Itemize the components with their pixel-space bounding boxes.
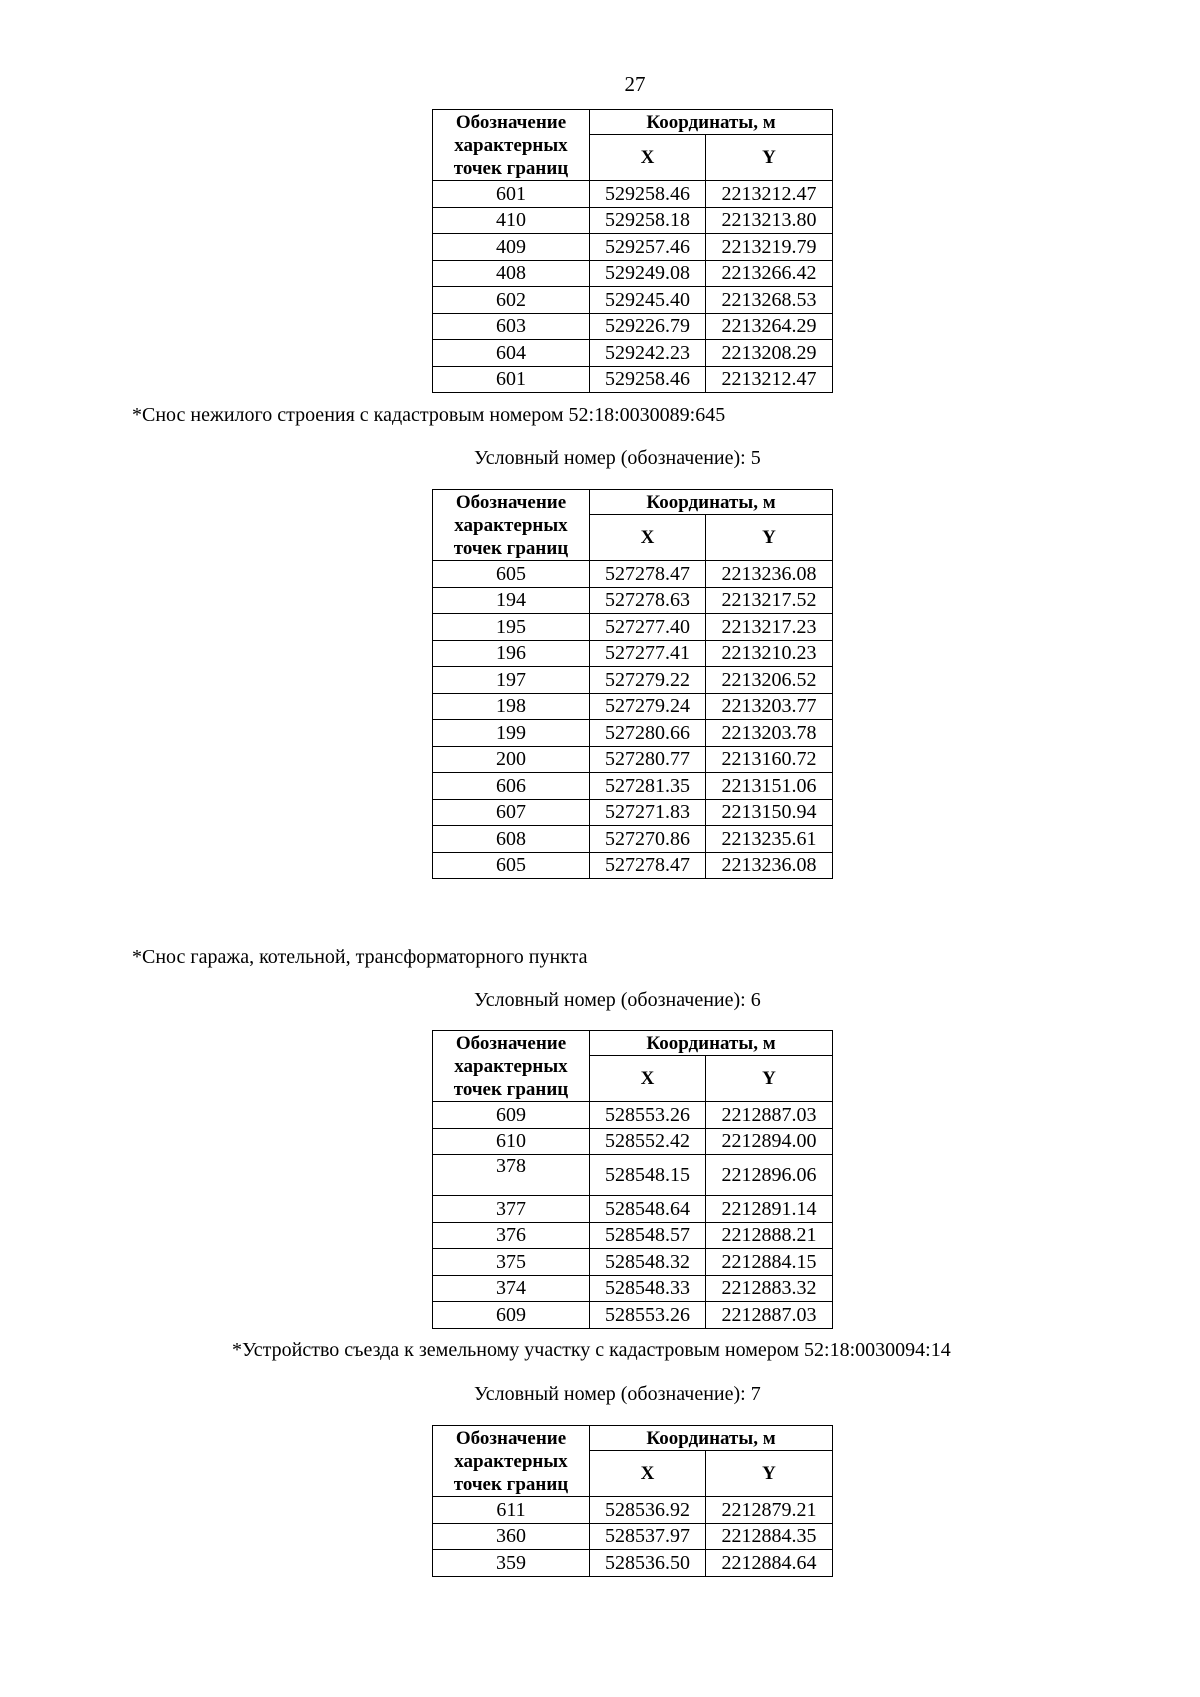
header-y: Y [706,135,833,181]
cell-y: 2213210.23 [706,640,833,667]
note-1: *Снос нежилого строения с кадастровым номером 52:18:0030089:645 [132,404,726,426]
coordinates-table-5 [432,489,833,879]
cell-x: 527278.63 [590,587,706,614]
cell-x: 527271.83 [590,799,706,826]
table-row [433,799,833,826]
cell-x: 528548.32 [590,1249,706,1276]
cell-x: 528536.50 [590,1550,706,1577]
table-row [433,614,833,641]
cell-y: 2213212.47 [706,181,833,208]
cell-point: 601 [433,366,590,393]
header-coordinates: Координаты, м [590,1031,833,1056]
cell-point: 200 [433,746,590,773]
section-label-7: Условный номер (обозначение): 7 [474,1383,761,1405]
cell-x: 527279.24 [590,693,706,720]
table-header-row [433,1031,833,1056]
cell-y: 2212879.21 [706,1497,833,1524]
table-row [433,181,833,208]
cell-x: 527279.22 [590,667,706,694]
cell-x: 527277.41 [590,640,706,667]
cell-x: 527281.35 [590,773,706,800]
cell-x: 529242.23 [590,340,706,367]
cell-point: 608 [433,826,590,853]
cell-x: 528553.26 [590,1102,706,1129]
table-header-row [433,110,833,135]
table-row [433,1102,833,1129]
cell-point: 378 [433,1155,590,1196]
cell-y: 2213268.53 [706,287,833,314]
table-row [433,587,833,614]
table-header-row [433,490,833,515]
note-3: *Устройство съезда к земельному участку с кадастровым номером 52:18:0030094:14 [232,1339,951,1361]
cell-point: 197 [433,667,590,694]
table-row [433,287,833,314]
cell-point: 601 [433,181,590,208]
table-row [433,667,833,694]
table-row [433,693,833,720]
cell-point: 194 [433,587,590,614]
table-row [433,260,833,287]
table-row [433,826,833,853]
cell-y: 2212884.35 [706,1523,833,1550]
cell-x: 527280.66 [590,720,706,747]
cell-y: 2213150.94 [706,799,833,826]
cell-x: 528548.57 [590,1222,706,1249]
cell-y: 2213217.52 [706,587,833,614]
table-row [433,340,833,367]
cell-point: 408 [433,260,590,287]
cell-x: 528548.33 [590,1275,706,1302]
cell-point: 195 [433,614,590,641]
table-row [433,1249,833,1276]
cell-y: 2212887.03 [706,1302,833,1329]
cell-point: 376 [433,1222,590,1249]
table-row [433,234,833,261]
header-x: X [590,135,706,181]
cell-x: 528553.26 [590,1302,706,1329]
cell-y: 2213213.80 [706,207,833,234]
table-row [433,746,833,773]
cell-point: 604 [433,340,590,367]
cell-y: 2213266.42 [706,260,833,287]
cell-x: 528537.97 [590,1523,706,1550]
cell-y: 2212884.15 [706,1249,833,1276]
table-row [433,1128,833,1155]
table-row [433,1275,833,1302]
cell-x: 528548.64 [590,1196,706,1223]
section-label-5: Условный номер (обозначение): 5 [474,447,761,469]
header-x: X [590,1451,706,1497]
cell-x: 528548.15 [590,1155,706,1196]
cell-point: 607 [433,799,590,826]
cell-x: 528536.92 [590,1497,706,1524]
table-row [433,640,833,667]
table-row [433,773,833,800]
cell-point: 603 [433,313,590,340]
table-row [433,1550,833,1577]
coordinates-table-6 [432,1030,833,1329]
cell-y: 2213217.23 [706,614,833,641]
cell-x: 527277.40 [590,614,706,641]
cell-x: 528552.42 [590,1128,706,1155]
cell-y: 2213212.47 [706,366,833,393]
table-header-row [433,1426,833,1451]
coordinates-table-1 [432,109,833,393]
cell-point: 602 [433,287,590,314]
cell-y: 2213160.72 [706,746,833,773]
cell-x: 529257.46 [590,234,706,261]
cell-point: 610 [433,1128,590,1155]
cell-y: 2212887.03 [706,1102,833,1129]
cell-y: 2212896.06 [706,1155,833,1196]
table-row [433,207,833,234]
header-coordinates: Координаты, м [590,490,833,515]
cell-x: 529249.08 [590,260,706,287]
header-x: X [590,515,706,561]
cell-y: 2213203.78 [706,720,833,747]
cell-point: 409 [433,234,590,261]
cell-point: 196 [433,640,590,667]
cell-point: 609 [433,1102,590,1129]
cell-y: 2213203.77 [706,693,833,720]
coordinates-table-7 [432,1425,833,1577]
table-row [433,1302,833,1329]
cell-x: 527280.77 [590,746,706,773]
cell-y: 2212894.00 [706,1128,833,1155]
header-points: Обозначение характерных точек границ [433,1426,590,1497]
header-y: Y [706,1451,833,1497]
cell-point: 374 [433,1275,590,1302]
cell-point: 606 [433,773,590,800]
cell-point: 410 [433,207,590,234]
cell-x: 529226.79 [590,313,706,340]
cell-point: 611 [433,1497,590,1524]
cell-y: 2212888.21 [706,1222,833,1249]
cell-x: 527278.47 [590,852,706,879]
cell-point: 377 [433,1196,590,1223]
cell-point: 199 [433,720,590,747]
cell-y: 2213219.79 [706,234,833,261]
table-row [433,852,833,879]
cell-y: 2212884.64 [706,1550,833,1577]
table-row [433,1523,833,1550]
cell-y: 2212891.14 [706,1196,833,1223]
section-label-6: Условный номер (обозначение): 6 [474,989,761,1011]
table-row [433,720,833,747]
cell-y: 2213236.08 [706,561,833,588]
cell-y: 2213208.29 [706,340,833,367]
header-x: X [590,1056,706,1102]
cell-x: 529258.46 [590,366,706,393]
header-points: Обозначение характерных точек границ [433,490,590,561]
cell-x: 529258.46 [590,181,706,208]
cell-point: 359 [433,1550,590,1577]
table-row [433,1497,833,1524]
table-row [433,1222,833,1249]
cell-point: 605 [433,852,590,879]
cell-y: 2213206.52 [706,667,833,694]
cell-x: 527278.47 [590,561,706,588]
table-row [433,1196,833,1223]
header-points: Обозначение характерных точек границ [433,1031,590,1102]
header-coordinates: Координаты, м [590,110,833,135]
cell-point: 605 [433,561,590,588]
cell-y: 2213236.08 [706,852,833,879]
cell-y: 2213264.29 [706,313,833,340]
cell-point: 360 [433,1523,590,1550]
header-y: Y [706,1056,833,1102]
page-number: 27 [624,72,646,96]
header-y: Y [706,515,833,561]
cell-y: 2213151.06 [706,773,833,800]
note-2: *Снос гаража, котельной, трансформаторного пункта [132,946,588,968]
cell-x: 529258.18 [590,207,706,234]
cell-point: 375 [433,1249,590,1276]
cell-x: 527270.86 [590,826,706,853]
cell-point: 609 [433,1302,590,1329]
table-row [433,561,833,588]
cell-y: 2212883.32 [706,1275,833,1302]
cell-x: 529245.40 [590,287,706,314]
cell-y: 2213235.61 [706,826,833,853]
header-points: Обозначение характерных точек границ [433,110,590,181]
table-row [433,366,833,393]
table-row [433,1155,833,1196]
table-row [433,313,833,340]
header-coordinates: Координаты, м [590,1426,833,1451]
cell-point: 198 [433,693,590,720]
